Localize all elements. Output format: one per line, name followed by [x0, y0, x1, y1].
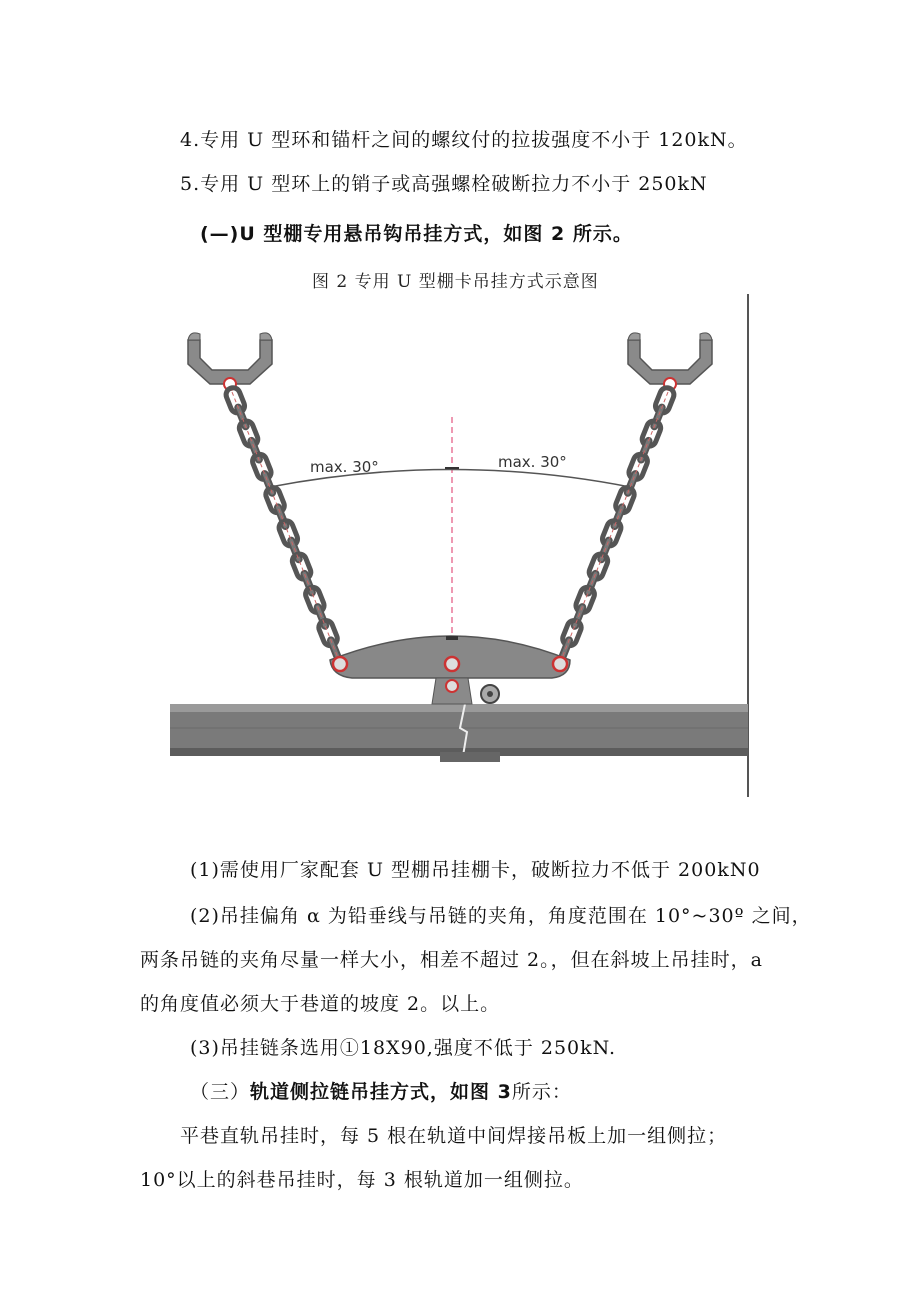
para-3: (3)吊挂链条选用①18X90,强度不低于 250kN. [190, 1037, 617, 1059]
para-1: (1)需使用厂家配套 U 型棚吊挂棚卡，破断拉力不低于 200kN0 [190, 859, 761, 881]
hanger-plate [330, 636, 570, 704]
para-5: 10°以上的斜巷吊挂时，每 3 根轨道加一组侧拉。 [140, 1169, 584, 1191]
heading-3-paren: （三） [190, 1081, 251, 1103]
heading-3-tail: 所示： [511, 1081, 572, 1103]
figure-caption: 图 2 专用 U 型棚卡吊挂方式示意图 [312, 272, 599, 292]
heading-3-bold: 轨道侧拉链吊挂方式，如图 3 [250, 1081, 512, 1103]
section-heading-3 [190, 1080, 572, 1104]
hook-right-icon [628, 333, 712, 390]
rail [170, 704, 748, 762]
para-2b: 两条吊链的夹角尽量一样大小，相差不超过 2。，但在斜坡上吊挂时，a [140, 949, 763, 971]
chain-left [224, 386, 342, 663]
angle-label-left: max. 30° [310, 458, 379, 476]
angle-label-right: max. 30° [498, 453, 567, 471]
para-4: 平巷直轨吊挂时，每 5 根在轨道中间焊接吊板上加一组侧拉； [180, 1125, 728, 1147]
item-4: 4.专用 U 型环和锚杆之间的螺纹付的拉拔强度不小于 120kN。 [180, 129, 748, 151]
u-shed-hanging-diagram [160, 292, 760, 802]
para-2c: 的角度值必须大于巷道的坡度 2。以上。 [140, 993, 501, 1015]
chain-right [558, 386, 676, 663]
hook-left-icon [188, 333, 272, 390]
section-heading-2: (—)U 型棚专用悬吊钩吊挂方式，如图 2 所示。 [200, 223, 633, 245]
para-2a: (2)吊挂偏角 α 为铅垂线与吊链的夹角，角度范围在 10°~30º 之间， [190, 905, 812, 927]
item-5: 5.专用 U 型环上的销子或高强螺栓破断拉力不小于 250kN [180, 173, 708, 195]
